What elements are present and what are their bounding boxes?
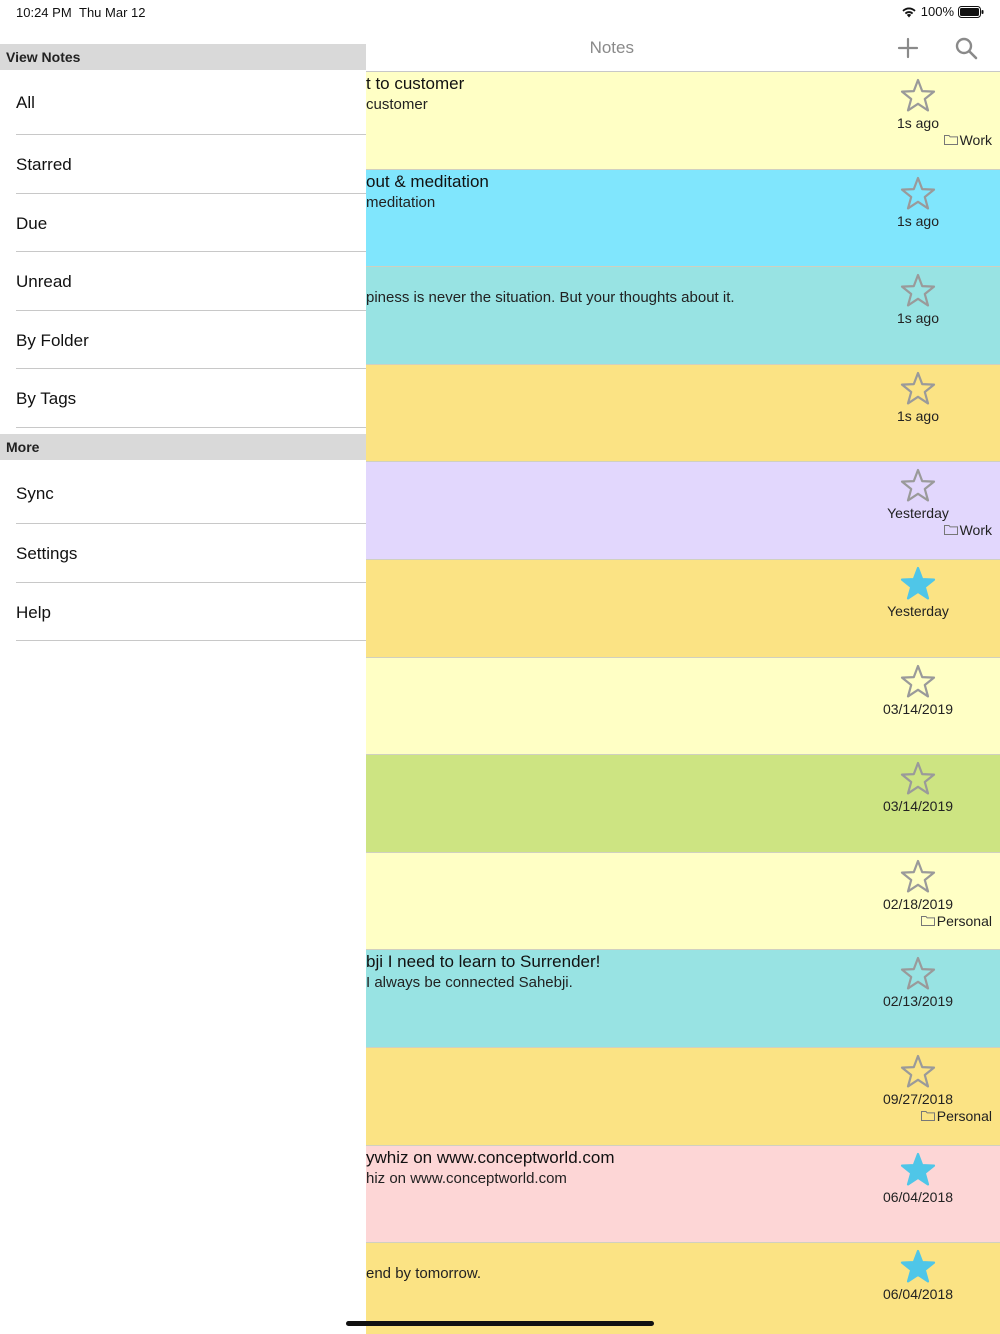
folder-label: Work xyxy=(959,132,992,148)
star-outline-icon[interactable] xyxy=(900,273,936,307)
folder-label: Work xyxy=(959,522,992,539)
page-title: Notes xyxy=(589,38,634,57)
menu-item-label: Help xyxy=(16,602,51,622)
folder-label: Personal xyxy=(936,1107,992,1124)
note-row[interactable] xyxy=(366,72,1000,170)
note-row[interactable] xyxy=(366,950,1000,1048)
note-body: meditation xyxy=(366,193,436,211)
note-row[interactable] xyxy=(366,267,1000,365)
battery-percent: 100% xyxy=(920,4,954,19)
search-button[interactable] xyxy=(952,34,980,62)
menu-item-sync[interactable] xyxy=(16,460,366,524)
note-date: 1s ago xyxy=(896,310,940,327)
notes-nav-bar xyxy=(366,24,1000,72)
star-filled-icon[interactable] xyxy=(900,1249,936,1283)
star-outline-icon[interactable] xyxy=(900,859,936,893)
note-folder xyxy=(921,1108,992,1124)
menu-item-label: By Tags xyxy=(16,389,77,409)
status-date: Thu Mar 12 xyxy=(79,5,146,20)
star-outline-icon[interactable] xyxy=(900,1054,936,1088)
note-body: piness is never the situation. But your thoughts about it. xyxy=(366,289,735,307)
note-body: hiz on www.conceptworld.com xyxy=(366,1169,567,1187)
note-date: 03/14/2019 xyxy=(882,700,954,717)
note-title: t to customer xyxy=(366,74,465,93)
folder-icon xyxy=(921,913,935,929)
note-date: 1s ago xyxy=(896,212,940,229)
note-date: 09/27/2018 xyxy=(882,1090,954,1107)
note-date: 1s ago xyxy=(896,407,940,424)
menu-item-unread[interactable] xyxy=(16,252,366,311)
note-folder xyxy=(944,522,992,538)
status-time: 10:24 PM xyxy=(16,5,72,20)
note-folder xyxy=(921,913,992,929)
folder-icon xyxy=(944,132,958,148)
note-folder xyxy=(944,132,992,148)
menu-item-label: By Folder xyxy=(16,330,89,350)
menu-item-label: Sync xyxy=(16,483,54,503)
note-row[interactable] xyxy=(366,755,1000,853)
wifi-icon xyxy=(901,6,917,18)
note-row[interactable] xyxy=(366,462,1000,560)
more-header: More xyxy=(0,434,366,460)
notes-list xyxy=(366,72,1000,1334)
note-date: 1s ago xyxy=(896,115,940,131)
menu-item-by-tags[interactable] xyxy=(16,369,366,428)
menu-item-help[interactable] xyxy=(16,583,366,642)
star-outline-icon[interactable] xyxy=(900,761,936,795)
view-notes-header: View Notes xyxy=(0,44,366,70)
home-indicator xyxy=(346,1321,654,1326)
folder-label: Personal xyxy=(936,912,992,929)
note-body: end by tomorrow. xyxy=(366,1265,482,1283)
star-filled-icon[interactable] xyxy=(900,1152,936,1186)
menu-item-settings[interactable] xyxy=(16,524,366,583)
menu-item-label: All xyxy=(16,93,35,112)
menu-item-label: Due xyxy=(16,213,48,233)
note-row[interactable] xyxy=(366,1048,1000,1146)
note-date: 02/13/2019 xyxy=(882,993,954,1010)
note-title: out & meditation xyxy=(366,171,489,191)
note-date: 03/14/2019 xyxy=(882,798,954,815)
note-date: Yesterday xyxy=(887,505,949,522)
menu-item-all[interactable] xyxy=(16,70,366,135)
menu-item-label: Settings xyxy=(16,543,78,563)
note-row[interactable] xyxy=(366,853,1000,951)
plus-icon xyxy=(894,34,922,62)
note-date: Yesterday xyxy=(887,602,949,619)
menu-item-label: Starred xyxy=(16,155,72,174)
menu-item-label: Unread xyxy=(16,272,72,292)
note-body: I always be connected Sahebji. xyxy=(366,974,573,992)
folder-icon xyxy=(921,1108,935,1124)
star-outline-icon[interactable] xyxy=(900,78,936,112)
note-row[interactable] xyxy=(366,658,1000,756)
status-right xyxy=(901,4,984,19)
menu-item-starred[interactable] xyxy=(16,135,366,194)
menu-item-by-folder[interactable] xyxy=(16,311,366,370)
search-icon xyxy=(952,34,980,62)
star-outline-icon[interactable] xyxy=(900,176,936,210)
side-drawer xyxy=(0,44,366,1334)
menu-item-due[interactable] xyxy=(16,194,366,253)
note-date: 06/04/2018 xyxy=(882,1286,954,1303)
star-outline-icon[interactable] xyxy=(900,956,936,990)
star-outline-icon[interactable] xyxy=(900,371,936,405)
star-outline-icon[interactable] xyxy=(900,664,936,698)
add-note-button[interactable] xyxy=(894,34,922,62)
battery-icon xyxy=(958,6,984,18)
note-row[interactable] xyxy=(366,170,1000,268)
note-row[interactable] xyxy=(366,1146,1000,1244)
note-date: 06/04/2018 xyxy=(882,1188,954,1205)
status-bar xyxy=(0,0,1000,24)
note-row[interactable] xyxy=(366,560,1000,658)
note-row[interactable] xyxy=(366,365,1000,463)
star-filled-icon[interactable] xyxy=(900,566,936,600)
note-title: ywhiz on www.conceptworld.com xyxy=(366,1147,615,1167)
folder-icon xyxy=(944,522,958,538)
star-outline-icon[interactable] xyxy=(900,468,936,502)
note-title: bji I need to learn to Surrender! xyxy=(366,952,601,972)
note-body: customer xyxy=(366,96,428,113)
note-date: 02/18/2019 xyxy=(882,895,954,912)
